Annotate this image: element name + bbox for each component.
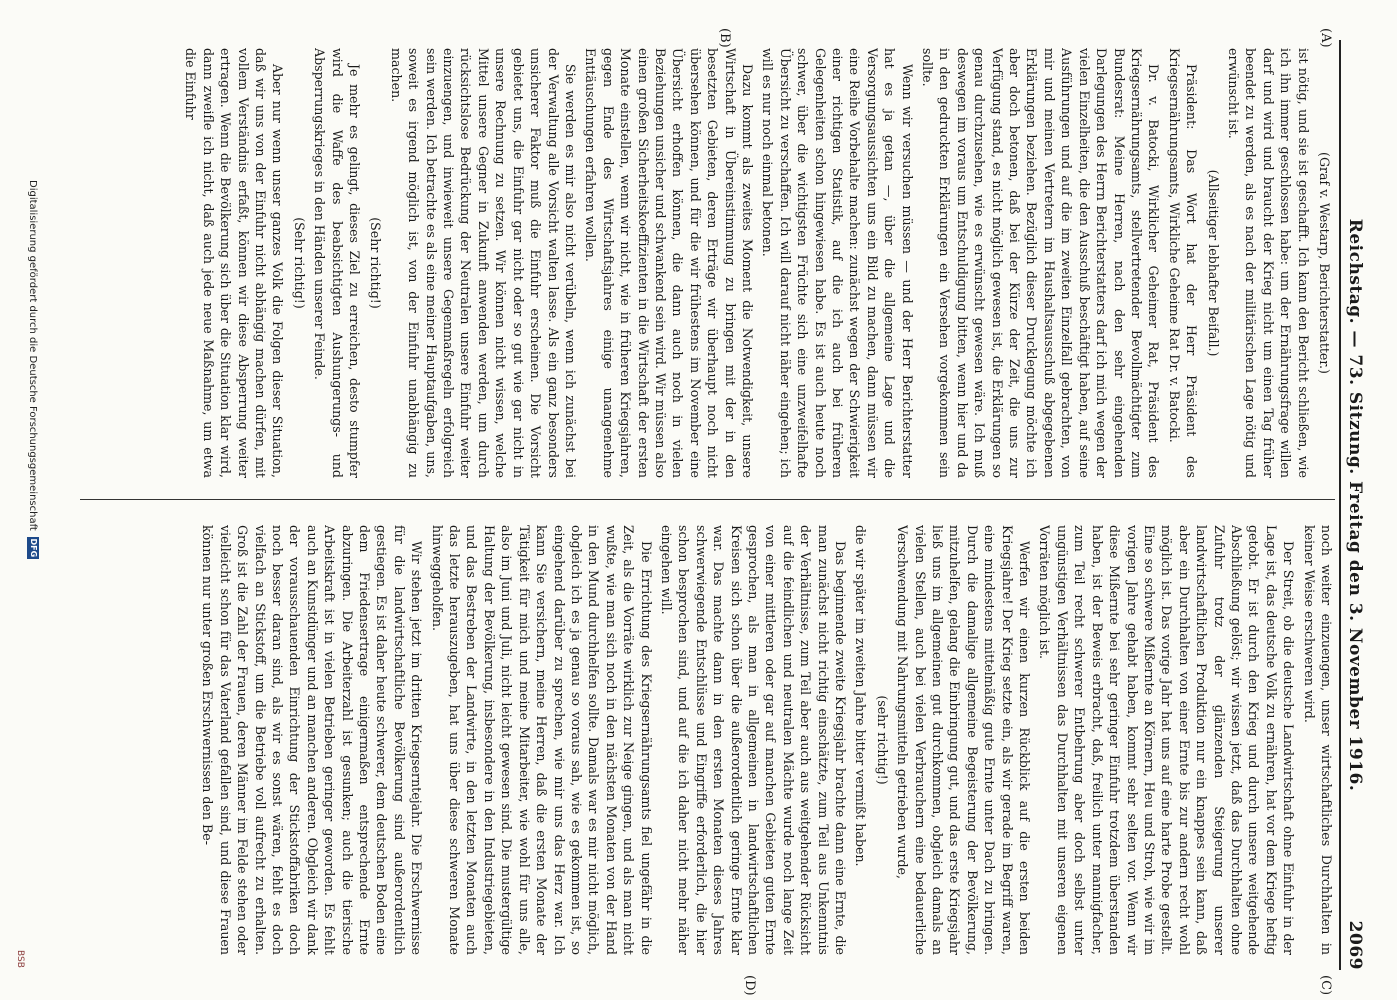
interjection: (sehr richtig!) [874, 695, 890, 785]
header-title: Reichstag. — 73. Sitzung. Freitag den 3. November 1916. [1345, 218, 1365, 792]
paragraph: ist nötig, und sie ist geschafft. Ich kann den Bericht schließen, wie ich ihn immer geschlossen habe: um der Ernährungsfrage willen darf und wird und braucht der Krieg nicht um einen Tag früher beendet zu werden, als es nach der militärischen Lage nötig und erwünscht ist. [1225, 48, 1311, 478]
margin-letter-c: (C) [1318, 975, 1333, 996]
paragraph: Wir stehen jetzt im dritten Kriegserntejahr. Die Erschwernisse für die landwirtschaftliche Bevölkerung sind außerordentlich gestiegen. Es ist daher heute schwerer, dem deutschen Boden eine dem Friedensertrage einigermaßen entsprechende Ernte abzuringen. Die Arbeiterzahl ist gesunken; auch die tierische Arbeitskraft ist in vielen Betrieben geringer geworden. Es fehlt auch an Kunstdünger und an manchen anderen. Obgleich wir dank der vorausschauenden Einrichtung der Stickstoffabriken doch noch besser daran sind, als wir es sonst wären, fehlt es doch vielfach an Stickstoff, um die Betriebe voll aufrecht zu erhalten. Groß ist die Zahl der Frauen, deren Männer im Felde stehen oder vielleicht schon für das Vaterland gefallen sind, und diese Frauen können nur unter großen Erschwernissen den Be- [200, 525, 425, 955]
paragraph: noch weiter einzuengen, unser wirtschaftliches Durchhalten in keiner Weise erschweren wird. [1301, 525, 1334, 955]
interjection: (Allseitiger lebhafter Beifall.) [1205, 169, 1221, 357]
margin-letter-a: (A) [1318, 28, 1333, 48]
paragraph: Der Streit, ob die deutsche Landwirtschaft ohne Einfuhr in der Lage ist, das deutsche Volk zu ernähren, hat vor dem Kriege heftig getobt. Er ist durch den Krieg und durch unsere weitgehende Abschließung gelöst; wir wissen jetzt, daß das Durchhalten ohne Zufuhr trotz der glänzenden Steigerung unserer landwirtschaftlichen Produktion nur ein knappes sein kann, daß aber ein Durchhalten von einer Ernte bis zur andern recht wohl möglich ist. Das vorige Jahr hat uns auf eine harte Probe gestellt. Eine so schwere Mißernte an Körnern, Heu und Stroh, wie wir im vorigen Jahre gehabt haben, kommt sehr selten vor. Wenn wir diese Mißernte bei sehr geringer Einfuhr trotzdem überstanden haben, ist der Beweis erbracht, daß, freilich unter mannigfacher, zum Teil recht schwerer Entbehrung aber doch selbst unter ungünstigen Verhältnissen das Durchhalten mit unseren eigenen Vorräten möglich ist. [1037, 525, 1297, 955]
right-text-column [80, 525, 1335, 955]
left-text-column [80, 48, 1335, 478]
dfg-logo-icon: DFG [29, 538, 38, 558]
column-divider [80, 499, 1335, 500]
paragraph: Die Errichtung des Kriegsernährungsamts fiel ungefähr in die Zeit, als die Vorräte wirklich zur Neige gingen, und als man nicht wußte, wie man sich noch in den nächsten Monaten von der Hand in den Mund durchhelfen sollte. Damals war es mir nicht möglich, obgleich ich es ja genau so voraus sah, wie es gekommen ist, so eingehend darüber zu sprechen, wie mir uns das Herz war. Ich kann Sie versichern, meine Herren, daß die ersten Monate der Tätigkeit für mich und meine Mitarbeiter, wie wohl für uns alle, also im Juni und Juli, nicht leicht gewesen sind. Die mustergültige Haltung der Bevölkerung, insbesondere in den Industriegebieten, und das Bestreben der Landwirte, in den letzten Monaten auch das letzte herauszugeben, hat uns über diese schweren Monate hinweggeholfen. [429, 525, 654, 955]
library-mark: BSB [15, 950, 25, 968]
paragraph: die wir später im zweiten Jahre bitter vermißt haben. [853, 525, 869, 867]
paragraph: Je mehr es gelingt, dieses Ziel zu erreichen, desto stumpfer wird die Waffe des beabsichtigten Aushungerungs- und Absperrungskrieges in den Händen unserer Feinde. [312, 48, 363, 478]
paragraph: Das beginnende zweite Kriegsjahr brachte dann eine Ernte, die man zunächst nicht richtig einschätzte, zum Teil aus Unkenntnis der Verhältnisse, zum Teil aber auch aus weitgehender Rücksicht auf die feindlichen und neutralen Mächte wurde noch lange Zeit von einer mittleren oder gar auf manchen Gebieten guten Ernte gesprochen, als man in allgemeinen in landwirtschaftlichen Kreisen sich schon über die außerordentlich geringe Ernte klar war. Das machte dann in den ersten Monaten dieses Jahres schwerwiegende Entschlüsse und Eingriffe erforderlich, die hier schon besprochen sind, und auf die ich daher nicht mehr näher eingehen will. [658, 525, 849, 955]
digitization-credit [27, 180, 39, 820]
page-number: 2069 [1345, 920, 1365, 970]
paragraph: Dr. v. Batocki, Wirklicher Geheimer Rat, Präsident des Kriegsernährungsamts, stellvertretender Bevollmächtigter zum Bundesrat: Meine Herren, nach den sehr eingehenden Darlegungen des Herrn Berichterstatters darf ich mich wegen der vielen Einzelheiten, die den Ausschuß beschäftigt haben, auf seine Ausführungen und auf die im zweiten Einzelfall gebrachten, von mir und meinen Vertretern im Haushaltsausschuß abgegebenen Erklärungen beziehen. Bezüglich dieser Drucklegung möchte ich aber doch betonen, daß bei der Kürze der Zeit, die uns zur Verfügung stand, es nicht möglich gewesen ist, die Erklärungen so genau durchzusehen, wie es erwünscht gewesen wäre. Ich muß deswegen im voraus um Entschuldigung bitten, wenn hier und da in den gedruckten Erklärungen ein Versehen vorgekommen sein sollte. [920, 48, 1162, 478]
margin-letter-b: (B) [717, 28, 732, 48]
paragraph: Werfen wir einen kurzen Rückblick auf die ersten beiden Kriegsjahre! Der Krieg setzte ein, als wir gerade im Begriff waren, eine mindestens mittelmäßig gute Ernte unter Dach zu bringen. Durch die damalige allgemeine Begeisterung der Bevölkerung, mitzuhelfen, gelang die Einbringung gut, und das erste Kriegsjahr ließ uns im allgemeinen gut durchkommen, obgleich damals an vielen Stellen, auch bei vielen Verbrauchern eine bedauerliche Verschwendung mit Nahrungsmitteln getrieben wurde, [895, 525, 1033, 955]
margin-letter-d: (D) [742, 975, 757, 996]
paragraph: Sie werden es mir also nicht verübeln, wenn ich zunächst bei der Verwaltung alle Vorsicht walten lasse. Als ein ganz besonders unsicherer Faktor muß die Einfuhr erscheinen. Die Vorsicht gebietet uns, die Einfuhr gar nicht oder so gut wie gar nicht in unsere Rechnung zu setzen. Wir können nicht wissen, welche Mittel unsere Gegner in Zukunft anwenden werden, um durch rücksichtslose Bedrückung der Neutralen unsere Einfuhr weiter einzuengen, und inwieweit unsere Gegenmaßregeln erfolgreich sein werden. Ich betrachte es als eine meiner Hauptaufgaben, uns, soweit es irgend möglich ist, von der Einfuhr unabhängig zu machen. [388, 48, 578, 478]
interjection: (Sehr richtig!) [291, 217, 307, 309]
paragraph: Präsident: Das Wort hat der Herr Präsident des Kriegsernährungsamts, Wirkliche Geheime Rat Dr. v. Batocki. [1166, 48, 1200, 478]
interjection: (Sehr richtig!) [368, 217, 384, 309]
interjection: (Graf v. Westarp, Berichterstatter.) [1317, 152, 1332, 374]
credit-text: Digitalisierung gefördert durch die Deutsche Forschungsgemeinschaft [27, 180, 39, 531]
paragraph: Dazu kommt als zweites Moment die Notwendigkeit, unsere Wirtschaft in Übereinstimmung zu bringen mit der in den besetzten Gebieten, deren Erträge wir überhaupt noch nicht übersehen können, und für die wir frühestens im November eine Übersicht erhoffen können, die dann auch noch in vielen Beziehungen unsicher und schwankend sein wird. Wir müssen also einen großen Sicherheitskoeffizienten in die Wirtschaft der ersten Monate einstellen, wenn wir nicht, wie in früheren Kriegsjahren, gegen Ende des Wirtschaftsjahres einige unangenehme Enttäuschungen erfahren wollen. [583, 48, 755, 478]
paragraph: Aber nur wenn unser ganzes Volk die Folgen dieser Situation, daß wir uns von der Einfuhr nicht abhängig machen dürfen, mit vollem Verständnis erfaßt, können wir diese Absperrung weiter ertragen. Wenn die Bevölkerung sich über die Situation klar wird, dann zweifle ich nicht, daß auch jede neue Maßnahme, um etwa die Einfuhr [183, 48, 286, 478]
page-header [1339, 40, 1375, 970]
paragraph: Wenn wir versuchen müssen — und der Herr Berichterstatter hat es ja getan —, über die allgemeine Lage und die Versorgungsaussichten uns ein Bild zu machen, dann müssen wir eine Reihe Vorbehalte machen: zunächst wegen der Schwierigkeit einer richtigen Statistik, auf die ich auch bei früheren Gelegenheiten schon hingewiesen habe. Es ist auch heute noch schwer, über die wichtigsten Früchte sich eine unzweifelhafte Übersicht zu verschaffen. Ich will darauf nicht näher eingehen; ich will es nur noch einmal betonen. [760, 48, 915, 478]
